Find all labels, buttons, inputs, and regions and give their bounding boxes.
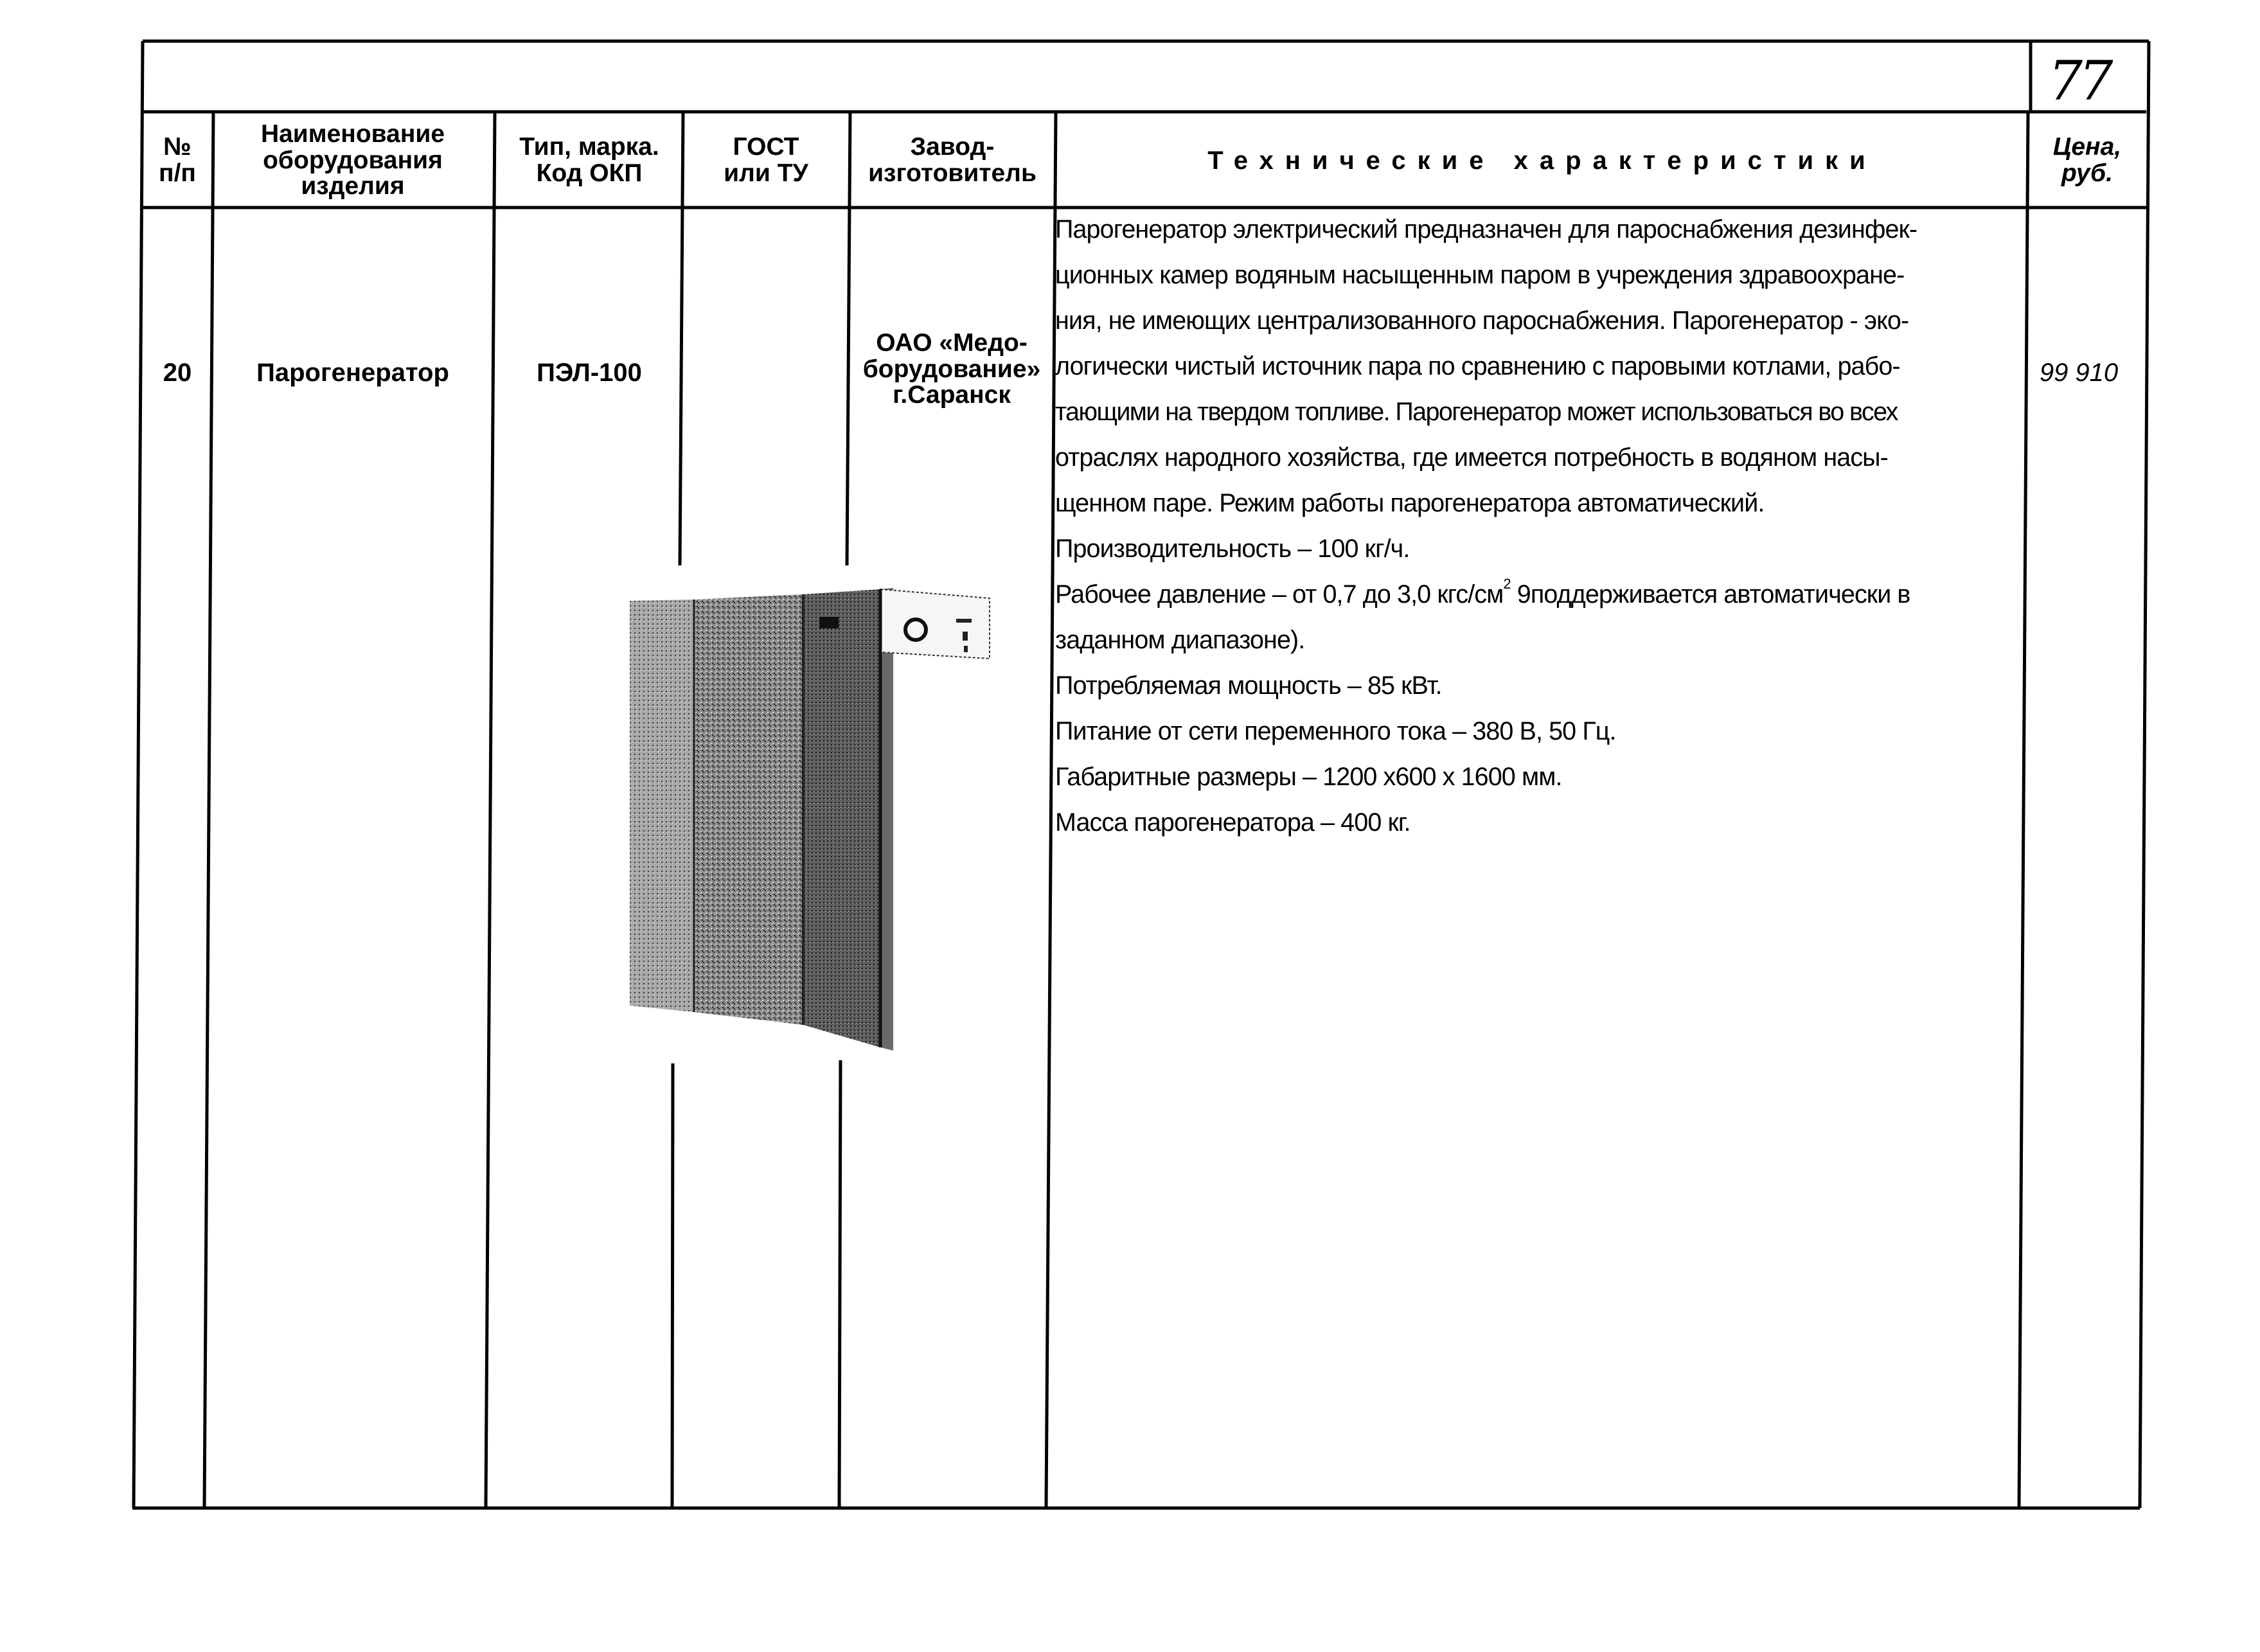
row-price: 99 910 <box>2039 358 2119 387</box>
page-number: 77 <box>2048 49 2110 112</box>
description-line: Масса парогенератора – 400 кг. <box>1055 808 1410 837</box>
row-manufacturer: ОАО «Медо- борудование» г.Саранск <box>862 328 1041 409</box>
row-gost <box>684 347 848 398</box>
description-pressure-line <box>1055 572 2022 617</box>
description-line: Производительность – 100 кг/ч. <box>1055 535 1410 563</box>
row-type-code: ПЭЛ-100 <box>537 359 642 387</box>
description-line: щенном паре. Режим работы парогенератора автоматический. <box>1055 489 1765 517</box>
description-line: логически чистый источник пара по сравнению с паровыми котлами, рабо- <box>1055 352 1900 380</box>
header-equipment-name: Наименование оборудования изделия <box>260 120 445 200</box>
description-line: ния, не имеющих централизованного пароснабжения. Парогенератор - эко- <box>1055 306 1909 335</box>
header-specifications: Технические характеристики <box>1207 147 1877 175</box>
description-line: заданном диапазоне). <box>1055 626 1305 654</box>
pressure-text-end: 9поддерживается автоматически в <box>1510 580 1910 608</box>
header-price: Цена, руб. <box>2052 133 2122 187</box>
description-line: Питание от сети переменного тока – 380 В, 50 Гц. <box>1055 717 1616 745</box>
steam-generator-image <box>610 582 996 1070</box>
description-line: Парогенератор электрический предназначен для пароснабжения дезинфек- <box>1055 215 1917 244</box>
header-gost: ГОСТ или ТУ <box>724 133 808 187</box>
pressure-superscript: 2 <box>1503 576 1511 592</box>
description-line: Габаритные размеры – 1200 х600 х 1600 мм. <box>1055 763 1562 791</box>
description-line: тающими на твердом топливе. Парогенератор может использоваться во всех <box>1055 398 1898 426</box>
pressure-text: Рабочее давление – от 0,7 до 3,0 кгс/см <box>1055 580 1504 608</box>
description-line: ционных камер водяным насыщенным паром в учреждения здравоохране- <box>1055 261 1905 289</box>
header-type-code: Тип, марка. Код ОКП <box>519 133 659 187</box>
header-manufacturer: Завод- изготовитель <box>868 133 1037 187</box>
row-equipment-name: Парогенератор <box>256 359 449 387</box>
row-number: 20 <box>163 359 192 387</box>
header-number: № п/п <box>159 133 196 187</box>
description-line: Потребляемая мощность – 85 кВт. <box>1055 671 1442 700</box>
row-description <box>1055 207 2022 846</box>
description-line: отраслях народного хозяйства, где имеется потребность в водяном насы- <box>1055 443 1888 472</box>
